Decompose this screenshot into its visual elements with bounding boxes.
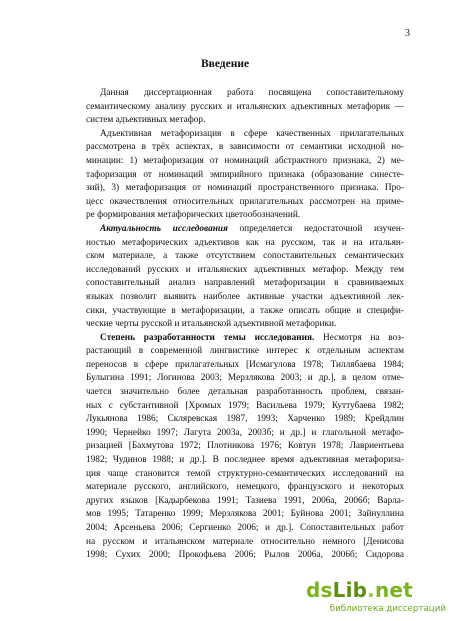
section-lead: Актуальность исследования xyxy=(100,223,228,234)
line-text: ческие черты русской и итальянской адъективной метафорики. xyxy=(86,319,337,330)
text-line xyxy=(86,223,404,237)
line-text: языках позволит выявить наиболее активные участки адъективной лек- xyxy=(86,291,404,302)
line-text: исследований русских и итальянских адъективных метафор. Между тем xyxy=(86,264,404,275)
line-text: других языков [Кадырбекова 1991; Тазиева 1991, 2006а, 2006б; Варла- xyxy=(86,495,404,506)
line-text: ре формирования метафорических цветообозначений. xyxy=(86,210,301,221)
text-line xyxy=(86,182,404,196)
line-text: переносов в сфере прилагательных [Исмагулова 1978; Тиллябаева 1984; xyxy=(86,359,404,370)
line-text: Булыгина 1991; Логинова 2003; Мерзлякова 2003; и др.], в целом отме- xyxy=(86,373,404,384)
line-text: 1998; Сухих 2000; Прокофьева 2006; Рылов 2006а, 2006б; Сидорова xyxy=(86,550,404,561)
text-line xyxy=(86,291,404,305)
line-text: Адъективная метафоризация в сфере качественных прилагательных xyxy=(100,128,404,139)
line-text: тафоризация от номинаций эмпирийного признака (образование синесте- xyxy=(86,169,404,180)
line-text: зий), 3) метафоризация от номинаций пространственного признака. Про- xyxy=(86,183,404,194)
line-text: минации: 1) метафоризация от номинаций абстрактного признака, 2) ме- xyxy=(86,155,404,166)
line-text: сики, участвующие в метафоризации, а также описать общие и специфи- xyxy=(86,305,404,316)
text-line xyxy=(86,318,404,332)
line-text: 1982; Чудинов 1988; и др.]. В последнее время адъективная метафориза- xyxy=(86,455,404,466)
line-text: материале русского, английского, немецкого, французского и некоторых xyxy=(86,482,404,493)
text-line xyxy=(86,522,404,536)
text-line xyxy=(86,277,404,291)
text-line xyxy=(86,413,404,427)
line-text: ных с субстантивной [Хромых 1979; Васильева 1979; Куттубаева 1982; xyxy=(86,400,404,411)
text-line xyxy=(86,345,404,359)
text-line xyxy=(86,155,404,169)
text-line xyxy=(86,440,404,454)
dslib-logo: dsLib.net xyxy=(306,578,413,602)
line-text: Данная диссертационная работа посвящена сопоставительному xyxy=(100,88,404,98)
text-line xyxy=(86,128,404,142)
line-text: чается значительно более детальная разработанность проблем, связан- xyxy=(86,387,404,398)
line-text: растающий в современной лингвистике интерес к отдельным аспектам xyxy=(86,346,404,357)
line-text: ция чаще становится темой структурно-семантических исследований на xyxy=(86,468,404,479)
text-line xyxy=(86,495,404,509)
text-line xyxy=(86,481,404,495)
text-line xyxy=(86,114,404,128)
text-line xyxy=(86,508,404,522)
page-number: 3 xyxy=(405,28,410,39)
line-text: 1990; Чернейко 1997; Лагута 2003а, 2003б; и др.] и глагольной метафо- xyxy=(86,427,404,438)
text-line xyxy=(86,372,404,386)
text-line xyxy=(86,250,404,264)
line-text: 2004; Арсеньева 2006; Сергиенко 2006; и др.]. Сопоставительных работ xyxy=(86,523,404,533)
line-text: Лукьянова 1986; Скляревская 1987, 1993; Харченко 1989; Крейдлин xyxy=(86,414,404,425)
line-text: ностью метафорических адъективов как на русском, так и на итальян- xyxy=(86,237,404,248)
text-line xyxy=(86,87,404,101)
text-line xyxy=(86,359,404,373)
document-body xyxy=(86,87,404,563)
line-text: мов 1995; Татаренко 1999; Мерзлякова 2001; Буйнова 2001; Зайнуллина xyxy=(86,509,404,520)
line-text: рассмотрена в трёх аспектах, в зависимости от семантики исходной но- xyxy=(86,142,404,153)
text-line xyxy=(86,305,404,319)
text-line xyxy=(86,454,404,468)
line-text: на русском и итальянском материале относительно немного [Денисова xyxy=(86,536,404,547)
text-line xyxy=(86,386,404,400)
line-text: Несмотря на воз- xyxy=(314,332,404,343)
line-text: семантическому анализу русских и итальянских адъективных метафорик — xyxy=(86,101,404,112)
line-text: определяется недостаточной изучен- xyxy=(227,223,404,234)
text-line xyxy=(86,264,404,278)
text-line xyxy=(86,237,404,251)
text-line xyxy=(86,549,404,563)
line-text: сопоставительный анализ направлений метафоризации в сравниваемых xyxy=(86,278,404,289)
dslib-watermark xyxy=(306,578,446,618)
text-line xyxy=(86,209,404,223)
text-line xyxy=(86,101,404,115)
text-line xyxy=(86,536,404,550)
text-line xyxy=(86,169,404,183)
text-line xyxy=(86,196,404,210)
text-line xyxy=(86,141,404,155)
line-text: ризацией [Бахмутова 1972; Плотникова 1976; Ковтун 1978; Лавриентьева xyxy=(86,441,404,452)
line-text: систем адъективных метафор. xyxy=(86,115,206,126)
text-line xyxy=(86,332,404,346)
line-text: ском материале, а также отсутствием сопоставительных семантических xyxy=(86,251,404,262)
text-line xyxy=(86,427,404,441)
section-lead: Степень разработанности темы исследования. xyxy=(100,332,315,343)
text-line xyxy=(86,400,404,414)
dslib-subtitle: библиотека диссертаций xyxy=(329,604,446,614)
text-line xyxy=(86,468,404,482)
line-text: цесс окачествления относительных прилагательных рассмотрен на приме- xyxy=(86,196,404,207)
page-title: Введение xyxy=(200,58,250,70)
